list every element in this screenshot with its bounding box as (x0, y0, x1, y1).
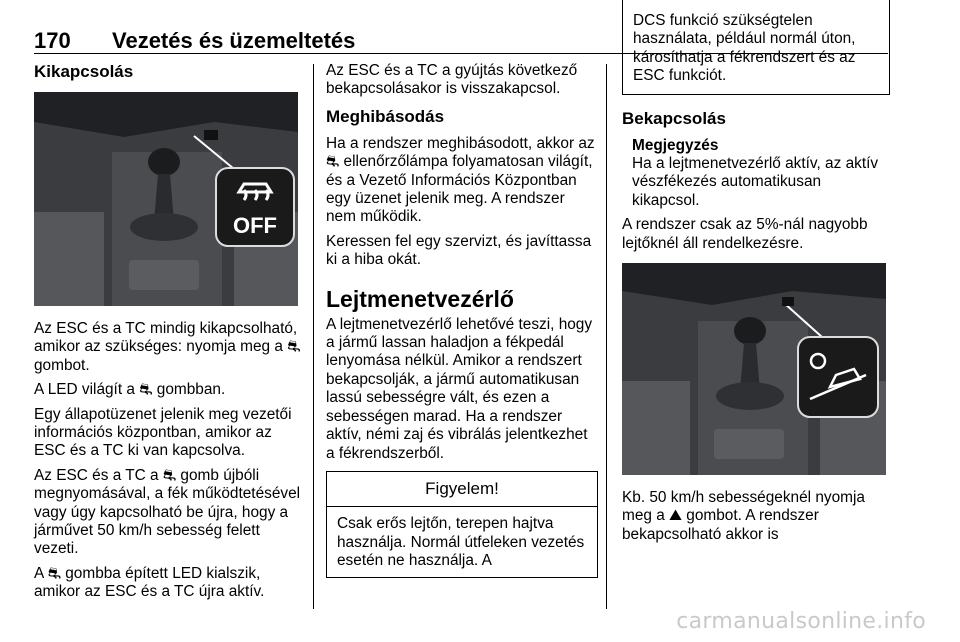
warning-box-continued: DCS funkció szükségtelen használata, például normál úton, károsíthatja a fékrendszert és az ESC funkciót. (622, 0, 890, 95)
section-heading-meghibasodas: Meghibásodás (326, 106, 445, 126)
esc-off-button-photo (34, 92, 298, 306)
paragraph: A ⛐ gombba épített LED kialszik, amikor az ESC és a TC újra aktív. (34, 564, 265, 601)
column-3 (622, 12, 890, 550)
watermark: carmanualsonline.info (676, 609, 926, 634)
note-body: Ha a lejtmenetvezérlő aktív, az aktív vészfékezés automatikusan kikapcsol. (632, 155, 879, 209)
paragraph: Az ESC és a TC a gyújtás következő bekapcsolásakor is visszakapcsol. (326, 62, 578, 98)
section-heading-kikapcsolas: Kikapcsolás (34, 62, 134, 81)
paragraph: Keressen fel egy szervizt, és javíttassa ki a hiba okát. (326, 232, 592, 269)
paragraph: Az ESC és a TC mindig kikapcsolható, amikor az szükséges: nyomja meg a ⛐ gombot. (34, 320, 301, 374)
paragraph: A rendszer csak az 5%-nál nagyobb lejtőknél áll rendelkezésre. (622, 216, 868, 252)
section-heading-lejtmenetvezerlo: Lejtmenetvezérlő (326, 285, 514, 312)
paragraph: Az ESC és a TC a ⛐ gomb újbóli megnyomásával, a fék működtetésével vagy úgy kapcsolható be újra, hogy a járművet 50 km/h sebesség felett vezeti. (34, 466, 301, 558)
column-divider-left (313, 64, 314, 609)
warning-title: Figyelem! (327, 472, 597, 507)
paragraph: Kb. 50 km/h sebességeknél nyomja meg a ⛰ gombot. A rendszer bekapcsolható akkor is (622, 489, 865, 543)
section-heading-bekapcsolas: Bekapcsolás (622, 108, 726, 128)
page-title: Vezetés és üzemeltetés (112, 28, 356, 53)
warning-body: Csak erős lejtőn, terepen hajtva használja. Normál útfeleken vezetés esetén ne használja. A (337, 515, 585, 570)
paragraph: Ha a rendszer meghibásodott, akkor az ⛐ ellenőrzőlámpa folyamatosan világít, és a Vezető Információs Központban egy üzenet jelenik meg. A rendszer nem működik. (326, 134, 595, 226)
column-1 (34, 62, 304, 608)
paragraph: A lejtmenetvezérlő lehetővé teszi, hogy a jármű lassan haladjon a fékpedál lenyomása nélkül. Amikor a rendszert bekapcsolják, a jármű automatikusan lassú sebességre vált, és ezen a sebességen marad. Ha a rendszer aktív, némi zaj és vibrálás jelentkezhet a fékrendszerből. (326, 315, 593, 462)
hdc-button-photo (622, 263, 886, 475)
note-title: Megjegyzés (632, 136, 719, 154)
page-number: 170 (34, 28, 71, 53)
warning-box (326, 471, 598, 578)
paragraph: Egy állapotüzenet jelenik meg vezetői információs központban, amikor az ESC és a TC ki van kapcsolva. (34, 405, 292, 460)
note-box (622, 137, 890, 211)
off-label: OFF (233, 213, 277, 238)
paragraph: A LED világít a ⛐ gombban. (34, 381, 226, 399)
column-divider-right (606, 64, 607, 609)
column-2 (326, 62, 598, 578)
